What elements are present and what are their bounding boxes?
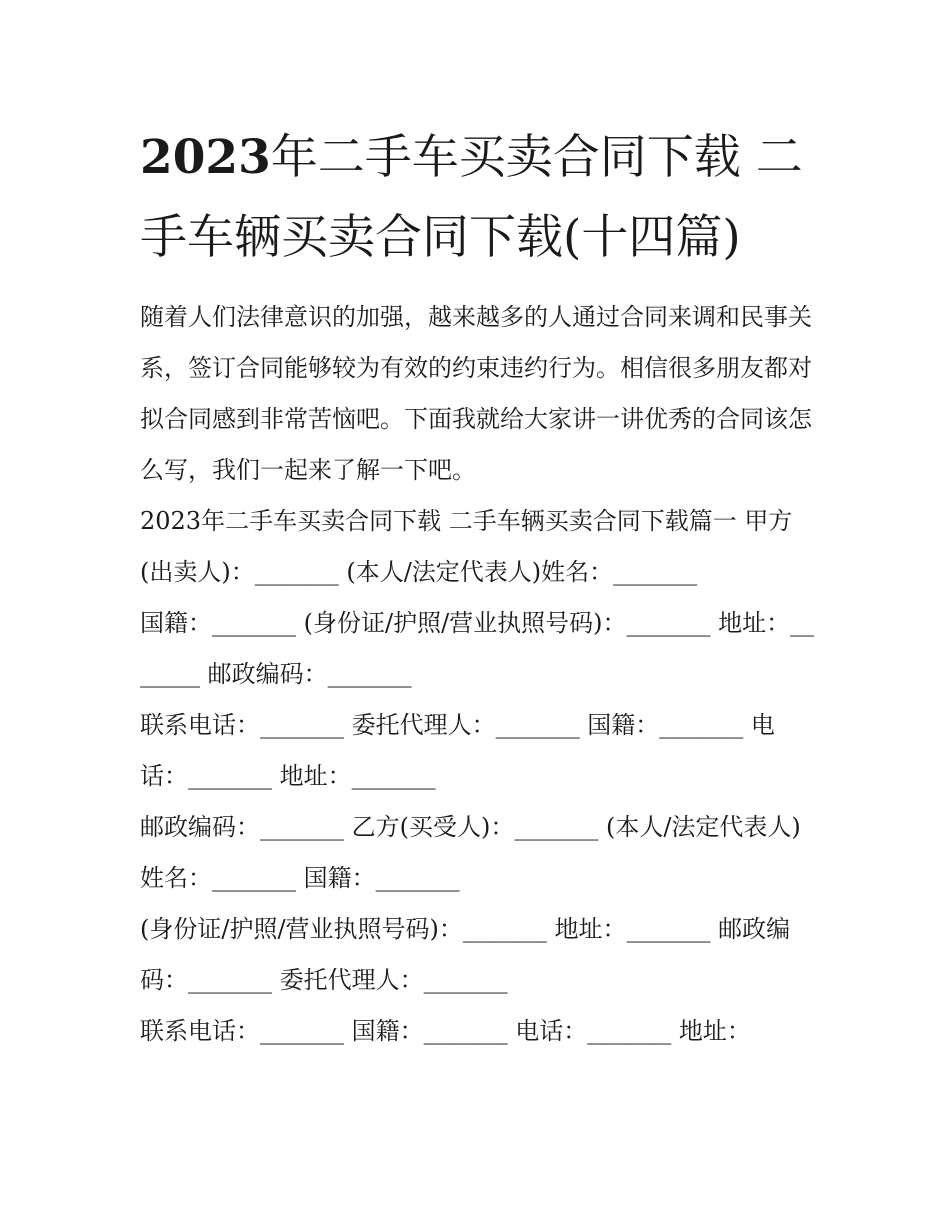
contract-line: 邮政编码：_______ 乙方(买受人)：_______ (本人/法定代表人)姓名：_______ 国籍：_______ [140, 813, 801, 892]
title-year: 2023 [140, 130, 271, 185]
contract-line: 联系电话：_______ 委托代理人：_______ 国籍：_______ 电话：_______ 地址：_______ [140, 711, 775, 790]
contract-line: 2023年二手车买卖合同下载 二手车辆买卖合同下载篇一 甲方(出卖人)：_______ (本人/法定代表人)姓名：_______ [140, 507, 793, 586]
document-title [140, 118, 820, 278]
title-text: 年二手车买卖合同下载 二手车辆买卖合同下载(十四篇) [140, 130, 803, 265]
intro-paragraph: 随着人们法律意识的加强，越来越多的人通过合同来调和民事关系，签订合同能够较为有效的约束违约行为。相信很多朋友都对拟合同感到非常苦恼吧。下面我就给大家讲一讲优秀的合同该怎么写，我们一起来了解一下吧。 [140, 303, 812, 484]
document-page [140, 118, 820, 1057]
contract-line: 联系电话：_______ 国籍：_______ 电话：_______ 地址： [140, 1017, 751, 1045]
contract-line: 国籍：_______ (身份证/护照/营业执照号码)：_______ 地址：_______ 邮政编码：_______ [140, 609, 815, 688]
contract-line: (身份证/护照/营业执照号码)：_______ 地址：_______ 邮政编码：_______ 委托代理人：_______ [140, 915, 791, 994]
